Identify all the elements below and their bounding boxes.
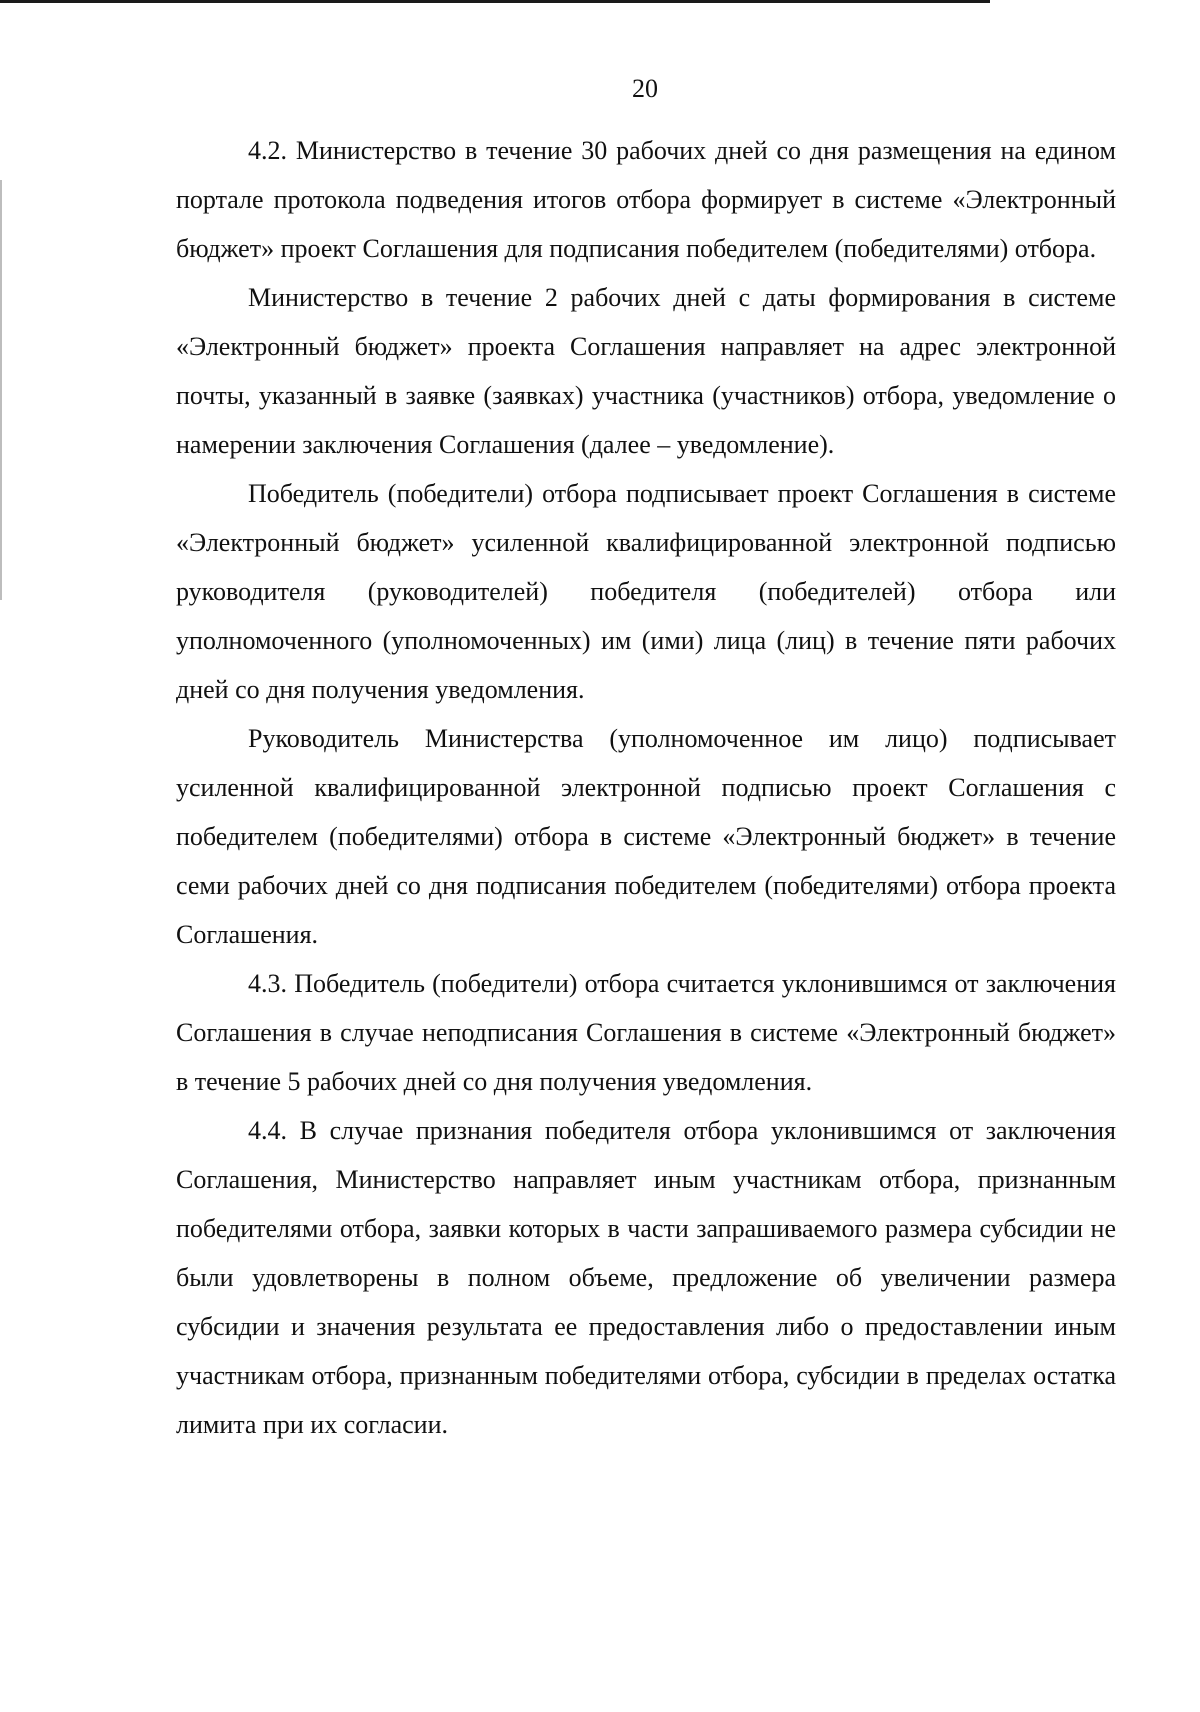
paragraph-winner-signs: Победитель (победители) отбора подписывает проект Соглашения в системе «Электронный бюджет» усиленной квалифицированной электронной подписью руководителя (руководителей) победителя (победителей) отбора или уполномоченного (уполномоченных) им (ими) лица (лиц) в течение пяти рабочих дней со дня получения уведомления. xyxy=(176,479,1116,704)
paragraph-notification: Министерство в течение 2 рабочих дней с даты формирования в системе «Электронный бюджет» проекта Соглашения направляет на адрес электронной почты, указанный в заявке (заявках) участника (участников) отбора, уведомление о намерении заключения Соглашения (далее – уведомление). xyxy=(176,283,1116,459)
scan-top-border xyxy=(0,0,990,3)
paragraph-4-4: 4.4. В случае признания победителя отбора уклонившимся от заключения Соглашения, Министерство направляет иным участникам отбора, признанным победителями отбора, заявки которых в части запрашиваемого размера субсидии не были удовлетворены в полном объеме, предложение об увеличении размера субсидии и значения результата ее предоставления либо о предоставлении иным участникам отбора, признанным победителями отбора, субсидии в пределах остатка лимита при их согласии. xyxy=(176,1116,1116,1439)
document-body xyxy=(176,126,1116,1449)
paragraph-4-2: 4.2. Министерство в течение 30 рабочих дней со дня размещения на едином портале протокола подведения итогов отбора формирует в системе «Электронный бюджет» проект Соглашения для подписания победителем (победителями) отбора. xyxy=(176,136,1116,263)
paragraph-4-3: 4.3. Победитель (победители) отбора считается уклонившимся от заключения Соглашения в случае неподписания Соглашения в системе «Электронный бюджет» в течение 5 рабочих дней со дня получения уведомления. xyxy=(176,969,1116,1096)
scan-left-edge xyxy=(0,180,2,600)
paragraph-head-signs: Руководитель Министерства (уполномоченное им лицо) подписывает усиленной квалифицированной электронной подписью проект Соглашения с победителем (победителями) отбора в системе «Электронный бюджет» в течение семи рабочих дней со дня подписания победителем (победителями) отбора проекта Соглашения. xyxy=(176,724,1116,949)
page-number: 20 xyxy=(632,74,658,103)
